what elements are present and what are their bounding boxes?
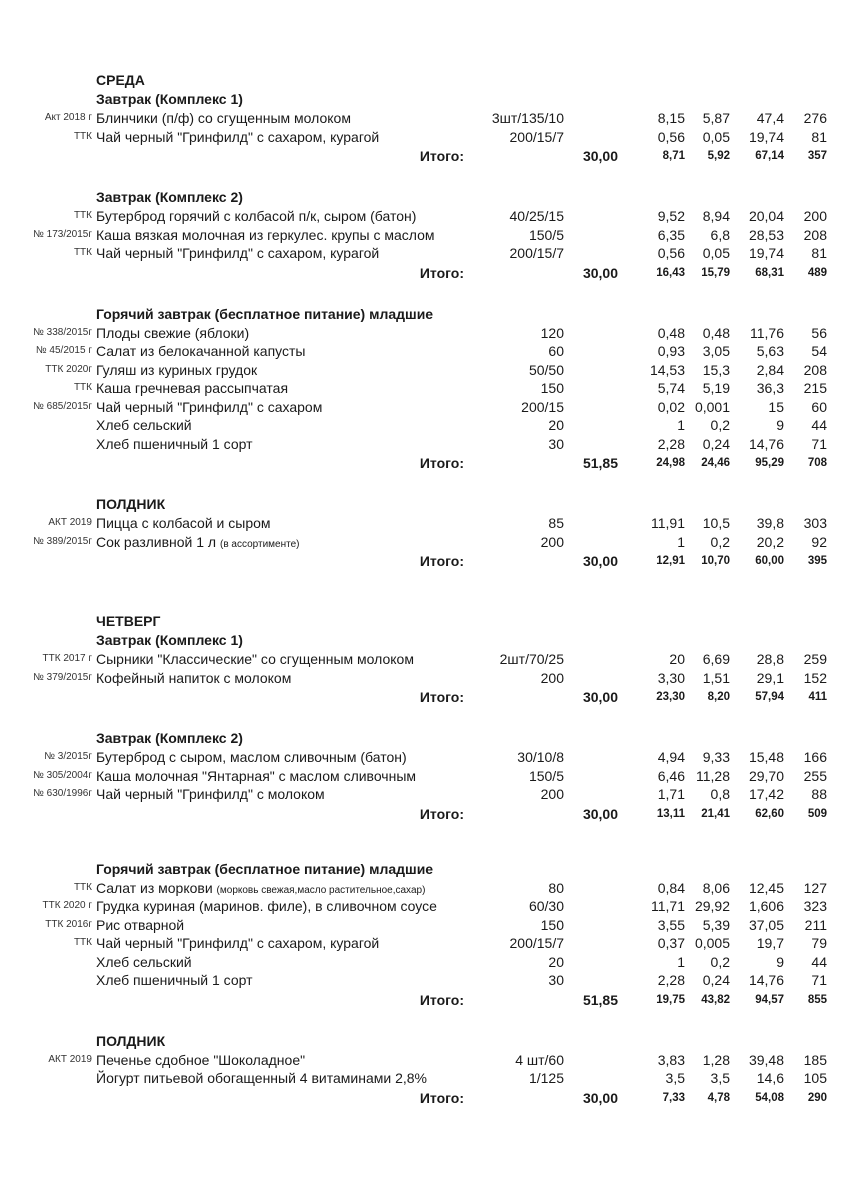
section-title: Горячий завтрак (бесплатное питание) младшие [96,860,434,877]
menu-row [0,207,848,226]
total-price: 30,00 [582,553,618,569]
total-calories: 489 [807,266,827,279]
calories: 81 [811,128,827,145]
portion: 60 [548,343,564,359]
dish-name: Хлеб пшеничный 1 сорт [96,435,253,452]
calories: 127 [803,879,827,896]
fats: 0,8 [710,786,730,802]
day-title: СРЕДА [96,72,145,88]
portion: 150 [540,916,564,933]
total-row [0,804,848,824]
section-title: ПОЛДНИК [96,1032,166,1049]
dish-name: Салат из белокачанной капусты [96,343,306,359]
total-fats: 8,20 [707,691,730,703]
total-carbs: 60,00 [755,555,784,567]
day-thursday [0,611,848,1108]
menu-row [0,226,848,245]
total-row [0,687,848,707]
recipe-code: ТТК [73,881,92,893]
total-proteins: 13,11 [656,807,685,820]
carbs: 5,63 [756,343,784,359]
calories: 185 [803,1051,827,1068]
dish-name: Сырники "Классические" со сгущенным молоком [96,651,414,667]
proteins: 0,48 [657,324,685,341]
section-breakfast-complex-1 [0,631,848,707]
menu-row [0,748,848,767]
dish-name: Салат из моркови (морковь свежая,масло растительное,сахар) [96,879,426,896]
total-carbs: 67,14 [755,150,784,162]
recipe-code: № 630/1996г [33,788,92,799]
proteins: 5,74 [657,380,685,396]
portion: 1/125 [528,1070,564,1086]
proteins: 3,5 [665,1070,685,1086]
total-price: 30,00 [582,1089,618,1106]
proteins: 0,37 [657,935,685,951]
carbs: 19,74 [748,245,784,261]
portion: 150 [540,380,564,396]
calories: 303 [803,515,827,531]
recipe-code: Акт 2018 г [44,112,92,123]
fats: 0,05 [702,245,730,261]
calories: 152 [803,669,827,686]
portion: 3шт/135/10 [491,110,564,126]
carbs: 28,53 [748,226,784,243]
fats: 5,87 [702,110,730,126]
fats: 9,33 [702,749,730,765]
calories: 200 [803,208,827,224]
calories: 81 [811,245,827,261]
calories: 44 [811,953,827,970]
total-price: 30,00 [582,264,618,281]
proteins: 6,35 [657,226,685,243]
section-hot-breakfast-free [0,305,848,474]
total-fats: 43,82 [701,993,730,1006]
total-proteins: 24,98 [656,457,685,469]
proteins: 3,55 [657,916,685,933]
total-carbs: 68,31 [755,266,784,279]
recipe-code: № 45/2015 г [35,345,92,356]
total-price: 30,00 [582,689,618,705]
total-label: Итого: [419,805,464,822]
section-afternoon-snack [0,495,848,571]
carbs: 28,8 [756,651,784,667]
calories: 166 [803,749,827,765]
portion: 200 [540,669,564,686]
calories: 44 [811,417,827,433]
dish-name: Чай черный "Гринфилд" с сахаром, курагой [96,245,380,261]
carbs: 19,74 [748,128,784,145]
total-price: 30,00 [582,148,618,164]
recipe-code: ТТК 2017 г [42,653,92,664]
menu-row [0,785,848,804]
total-row [0,990,848,1010]
carbs: 9 [776,417,784,433]
proteins: 8,15 [657,110,685,126]
dish-name: Чай черный "Гринфилд" с молоком [96,786,325,802]
day-title: ЧЕТВЕРГ [96,613,161,629]
total-fats: 15,79 [701,266,730,279]
menu-row [0,361,848,380]
portion: 40/25/15 [509,208,564,224]
total-calories: 708 [807,457,827,469]
carbs: 15 [768,398,784,415]
fats: 10,5 [702,515,730,531]
dish-name: Хлеб сельский [96,953,192,970]
portion: 200/15/7 [509,245,564,261]
total-fats: 10,70 [701,555,730,567]
dish-name: Чай черный "Гринфилд" с сахаром, курагой [96,935,380,951]
fats: 0,24 [702,435,730,452]
fats: 5,19 [702,380,730,396]
calories: 211 [804,916,827,933]
carbs: 20,2 [756,533,784,550]
proteins: 1 [677,417,685,433]
portion: 150/5 [528,767,564,784]
total-proteins: 7,33 [662,1091,685,1104]
total-label: Итого: [419,991,464,1008]
menu-row [0,416,848,435]
portion: 200/15/7 [509,935,564,951]
recipe-code: № 685/2015г [33,400,92,412]
fats: 3,05 [702,343,730,359]
fats: 1,51 [702,669,730,686]
total-carbs: 95,29 [755,457,784,469]
total-proteins: 8,71 [662,150,685,162]
total-calories: 411 [808,691,827,703]
calories: 276 [803,110,827,126]
dish-name: Бутерброд с сыром, маслом сливочным (батон) [96,749,407,765]
total-row [0,1088,848,1108]
dish-name: Каша гречневая рассыпчатая [96,380,289,396]
total-fats: 24,46 [701,457,730,469]
carbs: 1,606 [748,898,784,914]
fats: 8,94 [702,208,730,224]
total-row [0,263,848,283]
carbs: 12,45 [748,879,784,896]
calories: 56 [811,324,827,341]
total-calories: 395 [807,555,827,567]
portion: 30 [548,972,564,988]
section-afternoon-snack [0,1032,848,1108]
dish-name: Бутерброд горячий с колбасой п/к, сыром (батон) [96,208,417,224]
total-row [0,551,848,571]
fats: 3,5 [710,1070,730,1086]
total-label: Итого: [419,1089,464,1106]
portion: 150/5 [528,226,564,243]
menu-row [0,767,848,786]
section-title: ПОЛДНИК [96,496,166,512]
recipe-code: ТТК [73,937,92,948]
section-breakfast-complex-2 [0,729,848,824]
portion: 30 [548,435,564,452]
portion: 50/50 [528,361,564,378]
dish-name: Каша вязкая молочная из геркулес. крупы с маслом [96,226,435,243]
recipe-code: № 389/2015г [33,535,92,547]
calories: 54 [811,343,827,359]
dish-name: Хлеб пшеничный 1 сорт [96,972,253,988]
carbs: 47,4 [756,110,784,126]
total-fats: 21,41 [701,807,730,820]
dish-name: Блинчики (п/ф) со сгущенным молоком [96,110,351,126]
dish-name: Рис отварной [96,916,185,933]
carbs: 9 [776,953,784,970]
menu-row [0,934,848,953]
section-title: Завтрак (Комплекс 2) [96,730,243,746]
recipe-code: ТТК 2020 г [42,900,92,911]
proteins: 3,83 [657,1051,685,1068]
proteins: 0,56 [657,245,685,261]
carbs: 29,70 [748,767,784,784]
proteins: 1 [677,533,685,550]
dish-name: Сок разливной 1 л (в ассортименте) [96,533,300,550]
dish-name: Грудка куриная (маринов. филе), в сливочном соусе [96,898,437,914]
menu-row [0,379,848,398]
menu-row [0,916,848,935]
section-title: Завтрак (Комплекс 1) [96,632,243,648]
menu-row [0,1051,848,1070]
calories: 208 [803,226,827,243]
section-breakfast-complex-2 [0,188,848,283]
portion: 20 [548,417,564,433]
proteins: 1,71 [657,786,685,802]
total-price: 30,00 [582,805,618,822]
portion: 200 [540,786,564,802]
fats: 0,001 [694,398,730,415]
proteins: 14,53 [649,361,685,378]
menu-document [0,70,848,1108]
dish-name: Гуляш из куриных грудок [96,361,258,378]
proteins: 11,71 [651,898,685,914]
section-title: Завтрак (Комплекс 1) [96,91,243,107]
calories: 88 [811,786,827,802]
calories: 323 [803,898,827,914]
total-calories: 357 [807,150,827,162]
portion: 85 [548,515,564,531]
carbs: 15,48 [748,749,784,765]
menu-row [0,514,848,533]
total-calories: 509 [807,807,827,820]
fats: 0,2 [710,533,730,550]
proteins: 4,94 [657,749,685,765]
fats: 0,2 [710,417,730,433]
fats: 15,3 [702,361,730,378]
calories: 79 [811,935,827,951]
menu-row [0,669,848,688]
recipe-code: АКТ 2019 [48,517,92,528]
fats: 1,28 [702,1051,730,1068]
portion: 4 шт/60 [515,1051,564,1068]
total-carbs: 62,60 [755,807,784,820]
total-label: Итого: [419,689,464,705]
dish-name: Каша молочная "Янтарная" с маслом сливочным [96,767,417,784]
portion: 2шт/70/25 [499,651,564,667]
total-fats: 4,78 [707,1091,730,1104]
dish-name: Чай черный "Гринфилд" с сахаром [96,398,323,415]
section-breakfast-complex-1 [0,90,848,166]
total-price: 51,85 [582,991,618,1008]
section-title: Завтрак (Комплекс 2) [96,189,243,205]
recipe-code: ТТК [73,382,92,393]
calories: 215 [803,380,827,396]
fats: 29,92 [694,898,730,914]
day-wednesday [0,70,848,571]
recipe-code: ТТК 2016г [45,918,92,930]
total-label: Итого: [419,264,464,281]
menu-row [0,879,848,898]
total-row [0,146,848,166]
menu-row [0,650,848,669]
fats: 6,69 [702,651,730,667]
recipe-code: ТТК 2020г [45,363,92,375]
recipe-code: № 379/2015г [33,671,92,683]
proteins: 9,52 [657,208,685,224]
recipe-code: № 3/2015г [44,751,92,762]
proteins: 1 [677,953,685,970]
portion: 30/10/8 [517,749,564,765]
calories: 71 [811,435,827,452]
menu-row [0,897,848,916]
proteins: 0,56 [657,128,685,145]
menu-row [0,342,848,361]
fats: 0,005 [694,935,730,951]
recipe-code: № 173/2015г [33,228,92,240]
section-title: Горячий завтрак (бесплатное питание) младшие [96,305,434,322]
portion: 80 [548,879,564,896]
menu-row [0,953,848,972]
fats: 0,2 [710,953,730,970]
proteins: 3,30 [657,669,685,686]
menu-row [0,435,848,454]
proteins: 11,91 [651,515,685,531]
dish-name: Кофейный напиток с молоком [96,669,292,686]
fats: 11,28 [696,767,730,784]
portion: 120 [540,324,564,341]
total-carbs: 94,57 [755,993,784,1006]
recipe-code: ТТК [73,247,92,258]
dish-name: Плоды свежие (яблоки) [96,324,250,341]
calories: 259 [803,651,827,667]
carbs: 14,76 [748,435,784,452]
total-label: Итого: [419,455,464,471]
total-carbs: 54,08 [755,1091,784,1104]
carbs: 14,6 [756,1070,784,1086]
dish-name: Йогурт питьевой обогащенный 4 витаминами 2,8% [96,1070,427,1086]
calories: 208 [803,361,827,378]
menu-row [0,533,848,552]
proteins: 0,84 [657,879,685,896]
carbs: 19,7 [756,935,784,951]
carbs: 39,8 [756,515,784,531]
proteins: 0,02 [657,398,685,415]
total-proteins: 12,91 [656,555,685,567]
carbs: 20,04 [748,208,784,224]
menu-row [0,971,848,990]
total-proteins: 16,43 [656,266,685,279]
portion: 200/15/7 [509,128,564,145]
total-fats: 5,92 [707,150,730,162]
carbs: 2,84 [756,361,784,378]
proteins: 0,93 [657,343,685,359]
total-label: Итого: [419,553,464,569]
carbs: 36,3 [756,380,784,396]
dish-name: Пицца с колбасой и сыром [96,515,271,531]
dish-name: Печенье сдобное "Шоколадное" [96,1051,306,1068]
calories: 92 [811,533,827,550]
carbs: 11,76 [750,324,784,341]
portion: 20 [548,953,564,970]
recipe-code: № 338/2015г [33,326,92,338]
fats: 0,05 [702,128,730,145]
portion: 200/15 [521,398,564,415]
menu-row [0,324,848,343]
recipe-code: ТТК [73,210,92,221]
fats: 0,24 [702,972,730,988]
dish-name: Чай черный "Гринфилд" с сахаром, курагой [96,128,380,145]
portion: 200 [540,533,564,550]
calories: 60 [811,398,827,415]
menu-row [0,398,848,417]
total-carbs: 57,94 [755,691,784,703]
menu-row [0,128,848,147]
fats: 0,48 [702,324,730,341]
recipe-code: ТТК [73,130,92,142]
proteins: 2,28 [657,435,685,452]
calories: 105 [803,1070,827,1086]
dish-name: Хлеб сельский [96,417,192,433]
carbs: 17,42 [748,786,784,802]
portion: 60/30 [528,898,564,914]
total-calories: 855 [807,993,827,1006]
total-row [0,453,848,473]
calories: 255 [803,767,827,784]
calories: 71 [811,972,827,988]
section-hot-breakfast-free [0,860,848,1010]
total-calories: 290 [807,1091,827,1104]
fats: 8,06 [702,879,730,896]
fats: 5,39 [702,916,730,933]
total-price: 51,85 [582,455,618,471]
total-label: Итого: [419,148,464,164]
carbs: 14,76 [748,972,784,988]
menu-row [0,1069,848,1088]
carbs: 37,05 [748,916,784,933]
proteins: 2,28 [657,972,685,988]
menu-row [0,244,848,263]
recipe-code: АКТ 2019 [48,1053,92,1065]
menu-row [0,109,848,128]
proteins: 6,46 [657,767,685,784]
recipe-code: № 305/2004г [33,769,92,781]
fats: 6,8 [710,226,730,243]
proteins: 20 [669,651,685,667]
total-proteins: 23,30 [656,691,685,703]
total-proteins: 19,75 [656,993,685,1006]
carbs: 39,48 [748,1051,784,1068]
carbs: 29,1 [756,669,784,686]
